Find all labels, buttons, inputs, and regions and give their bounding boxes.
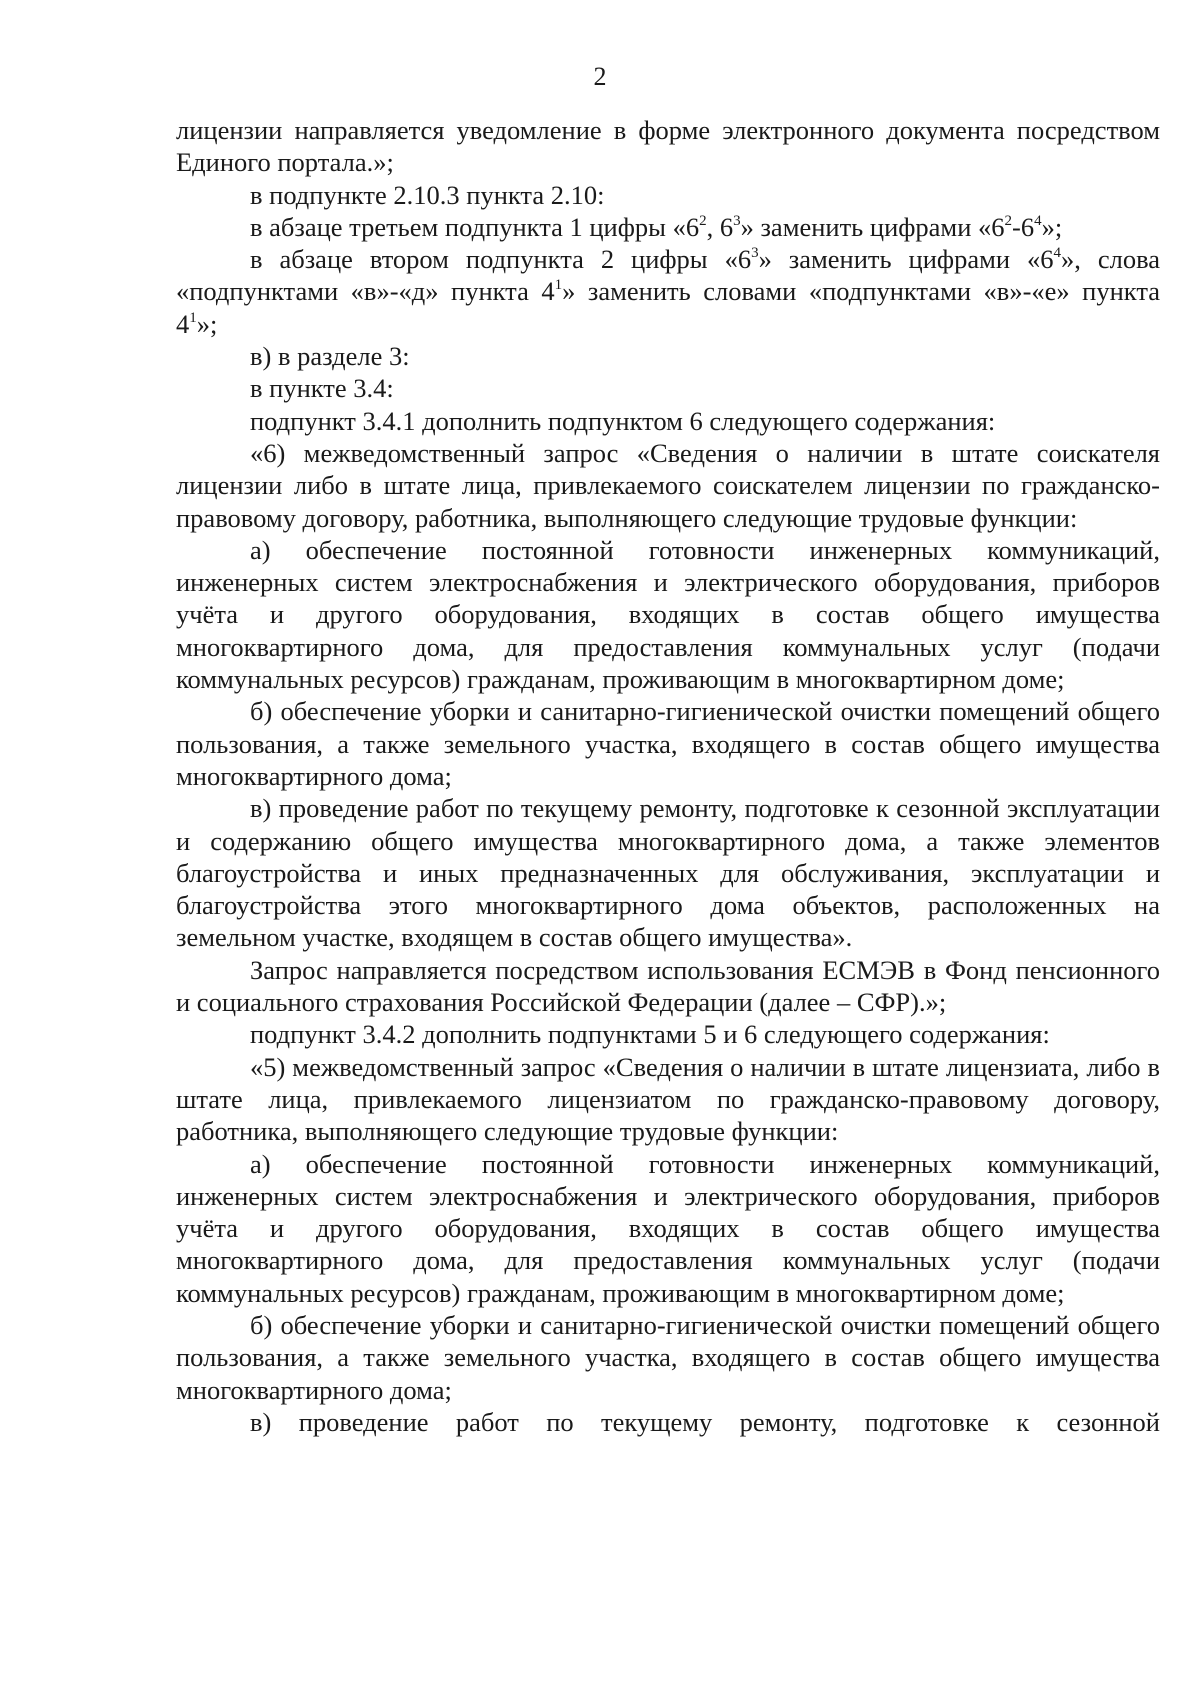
text-fragment: -6 <box>1012 211 1035 242</box>
paragraph-subclause-2-10-3: в подпункте 2.10.3 пункта 2.10: <box>250 179 605 210</box>
superscript: 2 <box>1004 212 1013 229</box>
paragraph-digits-replace-2 <box>176 243 1160 340</box>
text-fragment: »; <box>196 308 218 339</box>
paragraph-item-v: в) проведение работ по текущему ремонту, подготовке к сезонной эксплуатации и содержанию общего имущества многоквартирного дома, а также элементов благоустройства и иных предназначенных для обслуживания, эксплуатации и благоустройства этого многоквартирного дома объектов, расположенных на земельном участке, входящем в состав общего имущества». <box>176 793 1160 953</box>
text-fragment: » заменить цифрами «6 <box>740 211 1005 242</box>
superscript: 4 <box>1053 245 1061 262</box>
text-fragment: »; <box>1041 211 1063 242</box>
paragraph-item-b: б) обеспечение уборки и санитарно-гигиенической очистки помещений общего пользования, а также земельного участка, входящего в состав общего имущества многоквартирного дома; <box>176 696 1160 791</box>
paragraph-item-b-2: б) обеспечение уборки и санитарно-гигиенической очистки помещений общего пользования, а также земельного участка, входящего в состав общего имущества многоквартирного дома; <box>176 1309 1160 1405</box>
paragraph-request-6: «6) межведомственный запрос «Сведения о наличии в штате соискателя лицензии либо в штате лица, привлекаемого соискателем лицензии по гражданско-правовому договору, работника, выполняющего следующие трудовые функции: <box>176 437 1160 533</box>
superscript: 1 <box>554 277 563 294</box>
text-fragment: » заменить словами «подпунктами «в»-«е» пункта 4 <box>176 276 1160 339</box>
superscript: 1 <box>189 309 197 326</box>
page-number: 2 <box>593 62 607 91</box>
paragraph-item-a: а) обеспечение постоянной готовности инженерных коммуникаций, инженерных систем электроснабжения и электрического оборудования, приборов учёта и другого оборудования, входящих в состав общего имущества многоквартирного дома, для предоставления коммунальных услуг (подачи коммунальных ресурсов) гражданам, проживающим в многоквартирном доме; <box>176 534 1160 695</box>
text-fragment: в абзаце втором подпункта 2 цифры «6 <box>250 244 752 275</box>
paragraph-clause-3-4: в пункте 3.4: <box>250 373 394 404</box>
paragraph-request-channel: Запрос направляется посредством использования ЕСМЭВ в Фонд пенсионного и социального страхования Российской Федерации (далее – СФР).»; <box>176 954 1160 1018</box>
paragraph-item-v-2: в) проведение работ по текущему ремонту, подготовке к сезонной <box>250 1406 1160 1437</box>
superscript: 3 <box>733 212 741 229</box>
paragraph-item-a-2: а) обеспечение постоянной готовности инженерных коммуникаций, инженерных систем электроснабжения и электрического оборудования, приборов учёта и другого оборудования, входящих в состав общего имущества многоквартирного дома, для предоставления коммунальных услуг (подачи коммунальных ресурсов) гражданам, проживающим в многоквартирном доме; <box>176 1148 1160 1308</box>
paragraph-subclause-3-4-1: подпункт 3.4.1 дополнить подпунктом 6 следующего содержания: <box>250 405 996 436</box>
paragraph-continuation: лицензии направляется уведомление в форме электронного документа посредством Единого портала.»; <box>176 115 1160 178</box>
superscript: 3 <box>751 245 759 262</box>
text-fragment: , 6 <box>706 211 734 242</box>
paragraph-subclause-3-4-2: подпункт 3.4.2 дополнить подпунктами 5 и 6 следующего содержания: <box>250 1019 1050 1050</box>
paragraph-section-3: в) в разделе 3: <box>250 341 410 372</box>
text-fragment: в абзаце третьем подпункта 1 цифры «6 <box>250 211 700 242</box>
superscript: 2 <box>699 212 707 229</box>
document-body <box>176 114 1160 1438</box>
paragraph-digits-replace-1 <box>176 211 1160 243</box>
paragraph-request-5: «5) межведомственный запрос «Сведения о наличии в штате лицензиата, либо в штате лица, привлекаемого лицензиатом по гражданско-правовому договору, работника, выполняющего следующие трудовые функции: <box>176 1051 1160 1147</box>
superscript: 4 <box>1034 212 1042 229</box>
text-fragment: », слова «подпунктами «в»-«д» пункта 4 <box>176 244 1160 307</box>
text-fragment: » заменить цифрами «6 <box>758 244 1054 275</box>
